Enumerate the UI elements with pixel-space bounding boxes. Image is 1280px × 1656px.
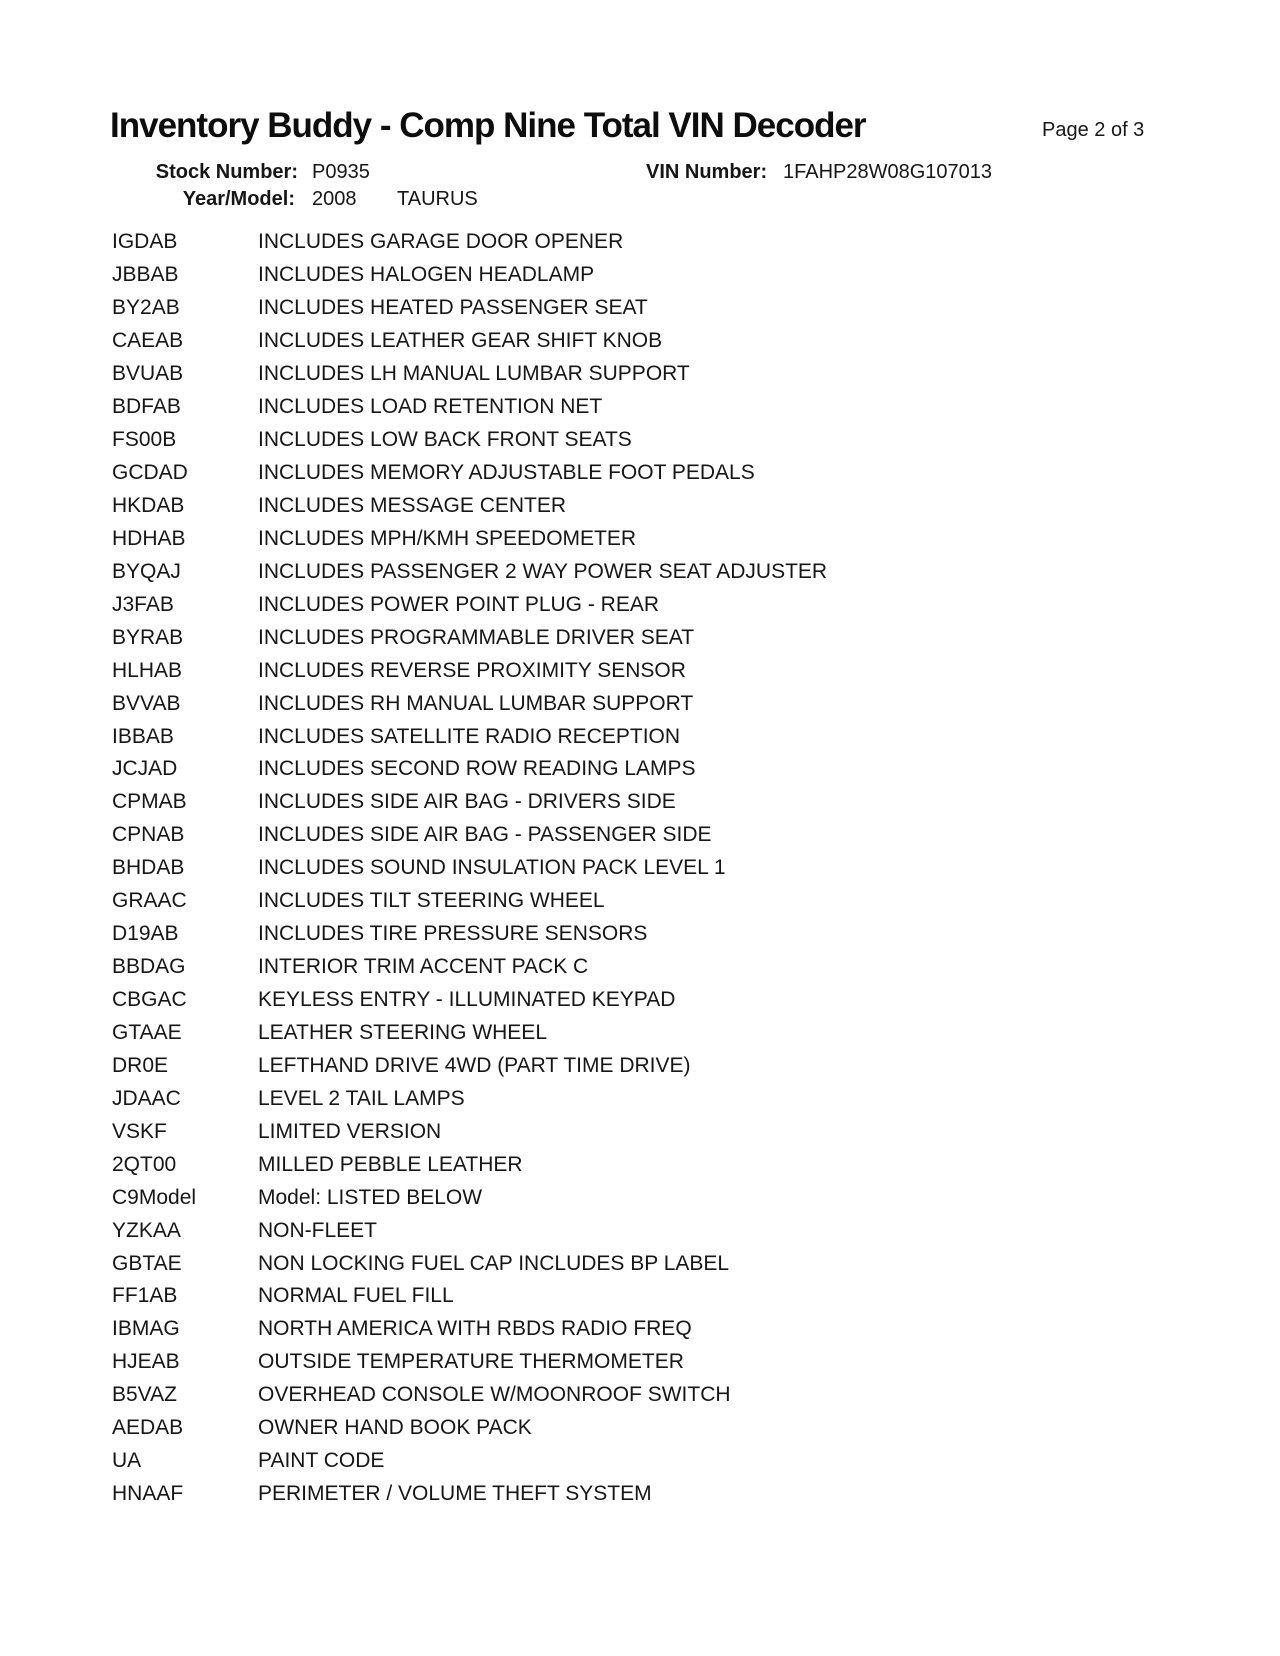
option-code: BDFAB: [112, 395, 181, 419]
option-row: [112, 226, 1212, 259]
option-row: [112, 951, 1212, 984]
option-code: GBTAE: [112, 1251, 182, 1275]
option-code: 2QT00: [112, 1152, 177, 1176]
option-description: OVERHEAD CONSOLE W/MOONROOF SWITCH: [258, 1383, 731, 1407]
vin-number-value: 1FAHP28W08G107013: [783, 161, 993, 183]
option-description: LIMITED VERSION: [258, 1119, 442, 1143]
option-description: INCLUDES LOW BACK FRONT SEATS: [258, 428, 632, 452]
option-row: [112, 490, 1212, 523]
option-row: [112, 358, 1212, 391]
option-description: INCLUDES POWER POINT PLUG - REAR: [258, 592, 660, 616]
option-description: INCLUDES RH MANUAL LUMBAR SUPPORT: [258, 691, 694, 715]
option-row: [112, 1346, 1212, 1379]
page-number-indicator: Page 2 of 3: [1042, 119, 1145, 141]
option-description: INCLUDES PASSENGER 2 WAY POWER SEAT ADJUSTER: [258, 559, 828, 583]
option-code: VSKF: [112, 1119, 167, 1143]
option-code: C9Model: [112, 1185, 197, 1209]
option-row: [112, 1412, 1212, 1445]
option-code: BYQAJ: [112, 559, 181, 583]
option-code: D19AB: [112, 922, 179, 946]
option-code: JCJAD: [112, 757, 178, 781]
option-description: INCLUDES MEMORY ADJUSTABLE FOOT PEDALS: [258, 461, 755, 485]
option-description: INCLUDES MESSAGE CENTER: [258, 493, 567, 517]
option-description: MILLED PEBBLE LEATHER: [258, 1152, 523, 1176]
option-description: NORTH AMERICA WITH RBDS RADIO FREQ: [258, 1317, 692, 1341]
option-description: OWNER HAND BOOK PACK: [258, 1416, 532, 1440]
option-code: CAEAB: [112, 329, 184, 353]
option-code: J3FAB: [112, 592, 174, 616]
option-description: OUTSIDE TEMPERATURE THERMOMETER: [258, 1350, 684, 1374]
stock-number-value: P0935: [312, 161, 370, 183]
option-code: AEDAB: [112, 1416, 184, 1440]
option-code: HDHAB: [112, 526, 186, 550]
option-code: DR0E: [112, 1053, 169, 1077]
option-code: YZKAA: [112, 1218, 181, 1242]
option-description: INCLUDES HEATED PASSENGER SEAT: [258, 296, 648, 320]
option-row: [112, 522, 1212, 555]
option-row: [112, 1445, 1212, 1478]
option-row: [112, 1379, 1212, 1412]
option-description: INCLUDES MPH/KMH SPEEDOMETER: [258, 526, 637, 550]
option-code: CPMAB: [112, 790, 187, 814]
option-codes-list: [112, 226, 1212, 1511]
option-description: INCLUDES TILT STEERING WHEEL: [258, 889, 605, 913]
option-row: [112, 918, 1212, 951]
option-code: JDAAC: [112, 1086, 181, 1110]
option-code: UA: [112, 1449, 142, 1473]
option-row: [112, 424, 1212, 457]
option-code: IBBAB: [112, 724, 174, 748]
option-row: [112, 292, 1212, 325]
option-row: [112, 457, 1212, 490]
option-description: INCLUDES PROGRAMMABLE DRIVER SEAT: [258, 625, 695, 649]
option-row: [112, 325, 1212, 358]
option-code: BHDAB: [112, 856, 185, 880]
option-description: PAINT CODE: [258, 1449, 385, 1473]
option-row: [112, 1280, 1212, 1313]
option-description: INTERIOR TRIM ACCENT PACK C: [258, 955, 589, 979]
option-code: HJEAB: [112, 1350, 180, 1374]
year-model-label: Year/Model:: [182, 188, 295, 210]
option-row: [112, 588, 1212, 621]
year-value: 2008: [312, 188, 357, 210]
option-description: INCLUDES SIDE AIR BAG - PASSENGER SIDE: [258, 823, 712, 847]
option-row: [112, 555, 1212, 588]
option-description: INCLUDES REVERSE PROXIMITY SENSOR: [258, 658, 686, 682]
option-description: LEFTHAND DRIVE 4WD (PART TIME DRIVE): [258, 1053, 691, 1077]
option-code: FF1AB: [112, 1284, 178, 1308]
option-row: [112, 391, 1212, 424]
option-code: BBDAG: [112, 955, 186, 979]
option-row: [112, 1478, 1212, 1511]
option-description: NORMAL FUEL FILL: [258, 1284, 454, 1308]
vin-number-label: VIN Number:: [646, 161, 768, 183]
option-row: [112, 1214, 1212, 1247]
option-code: GTAAE: [112, 1020, 182, 1044]
page-title: Inventory Buddy - Comp Nine Total VIN Decoder: [110, 106, 866, 145]
stock-number-label: Stock Number:: [155, 161, 298, 183]
option-code: BYRAB: [112, 625, 184, 649]
option-description: NON LOCKING FUEL CAP INCLUDES BP LABEL: [258, 1251, 730, 1275]
option-row: [112, 1082, 1212, 1115]
option-row: [112, 1049, 1212, 1082]
option-row: [112, 1247, 1212, 1280]
option-code: IBMAG: [112, 1317, 180, 1341]
option-code: GCDAD: [112, 461, 188, 485]
option-description: INCLUDES SATELLITE RADIO RECEPTION: [258, 724, 681, 748]
option-row: [112, 753, 1212, 786]
option-row: [112, 654, 1212, 687]
option-row: [112, 720, 1212, 753]
option-code: CBGAC: [112, 988, 187, 1012]
option-description: INCLUDES LEATHER GEAR SHIFT KNOB: [258, 329, 663, 353]
option-code: JBBAB: [112, 263, 179, 287]
option-row: [112, 984, 1212, 1017]
option-row: [112, 1017, 1212, 1050]
option-code: HLHAB: [112, 658, 183, 682]
option-code: CPNAB: [112, 823, 185, 847]
option-description: INCLUDES HALOGEN HEADLAMP: [258, 263, 595, 287]
option-row: [112, 621, 1212, 654]
option-code: HKDAB: [112, 493, 185, 517]
option-description: INCLUDES SECOND ROW READING LAMPS: [258, 757, 696, 781]
option-description: INCLUDES LOAD RETENTION NET: [258, 395, 603, 419]
option-code: B5VAZ: [112, 1383, 177, 1407]
option-description: INCLUDES LH MANUAL LUMBAR SUPPORT: [258, 362, 690, 386]
option-description: INCLUDES SOUND INSULATION PACK LEVEL 1: [258, 856, 726, 880]
option-description: LEATHER STEERING WHEEL: [258, 1020, 547, 1044]
option-row: [112, 259, 1212, 292]
option-code: HNAAF: [112, 1482, 184, 1506]
option-description: INCLUDES TIRE PRESSURE SENSORS: [258, 922, 648, 946]
option-row: [112, 819, 1212, 852]
option-row: [112, 852, 1212, 885]
option-code: BVVAB: [112, 691, 181, 715]
option-code: IGDAB: [112, 230, 178, 254]
option-row: [112, 687, 1212, 720]
option-description: KEYLESS ENTRY - ILLUMINATED KEYPAD: [258, 988, 676, 1012]
option-row: [112, 1148, 1212, 1181]
option-row: [112, 1181, 1212, 1214]
option-description: PERIMETER / VOLUME THEFT SYSTEM: [258, 1482, 652, 1506]
option-code: BY2AB: [112, 296, 180, 320]
option-description: INCLUDES GARAGE DOOR OPENER: [258, 230, 624, 254]
option-description: INCLUDES SIDE AIR BAG - DRIVERS SIDE: [258, 790, 676, 814]
option-row: [112, 1115, 1212, 1148]
option-description: NON-FLEET: [258, 1218, 378, 1242]
option-code: BVUAB: [112, 362, 184, 386]
option-row: [112, 885, 1212, 918]
model-value: TAURUS: [397, 188, 478, 210]
option-description: Model: LISTED BELOW: [258, 1185, 483, 1209]
option-row: [112, 786, 1212, 819]
option-code: GRAAC: [112, 889, 187, 913]
option-code: FS00B: [112, 428, 177, 452]
option-description: LEVEL 2 TAIL LAMPS: [258, 1086, 465, 1110]
option-row: [112, 1313, 1212, 1346]
